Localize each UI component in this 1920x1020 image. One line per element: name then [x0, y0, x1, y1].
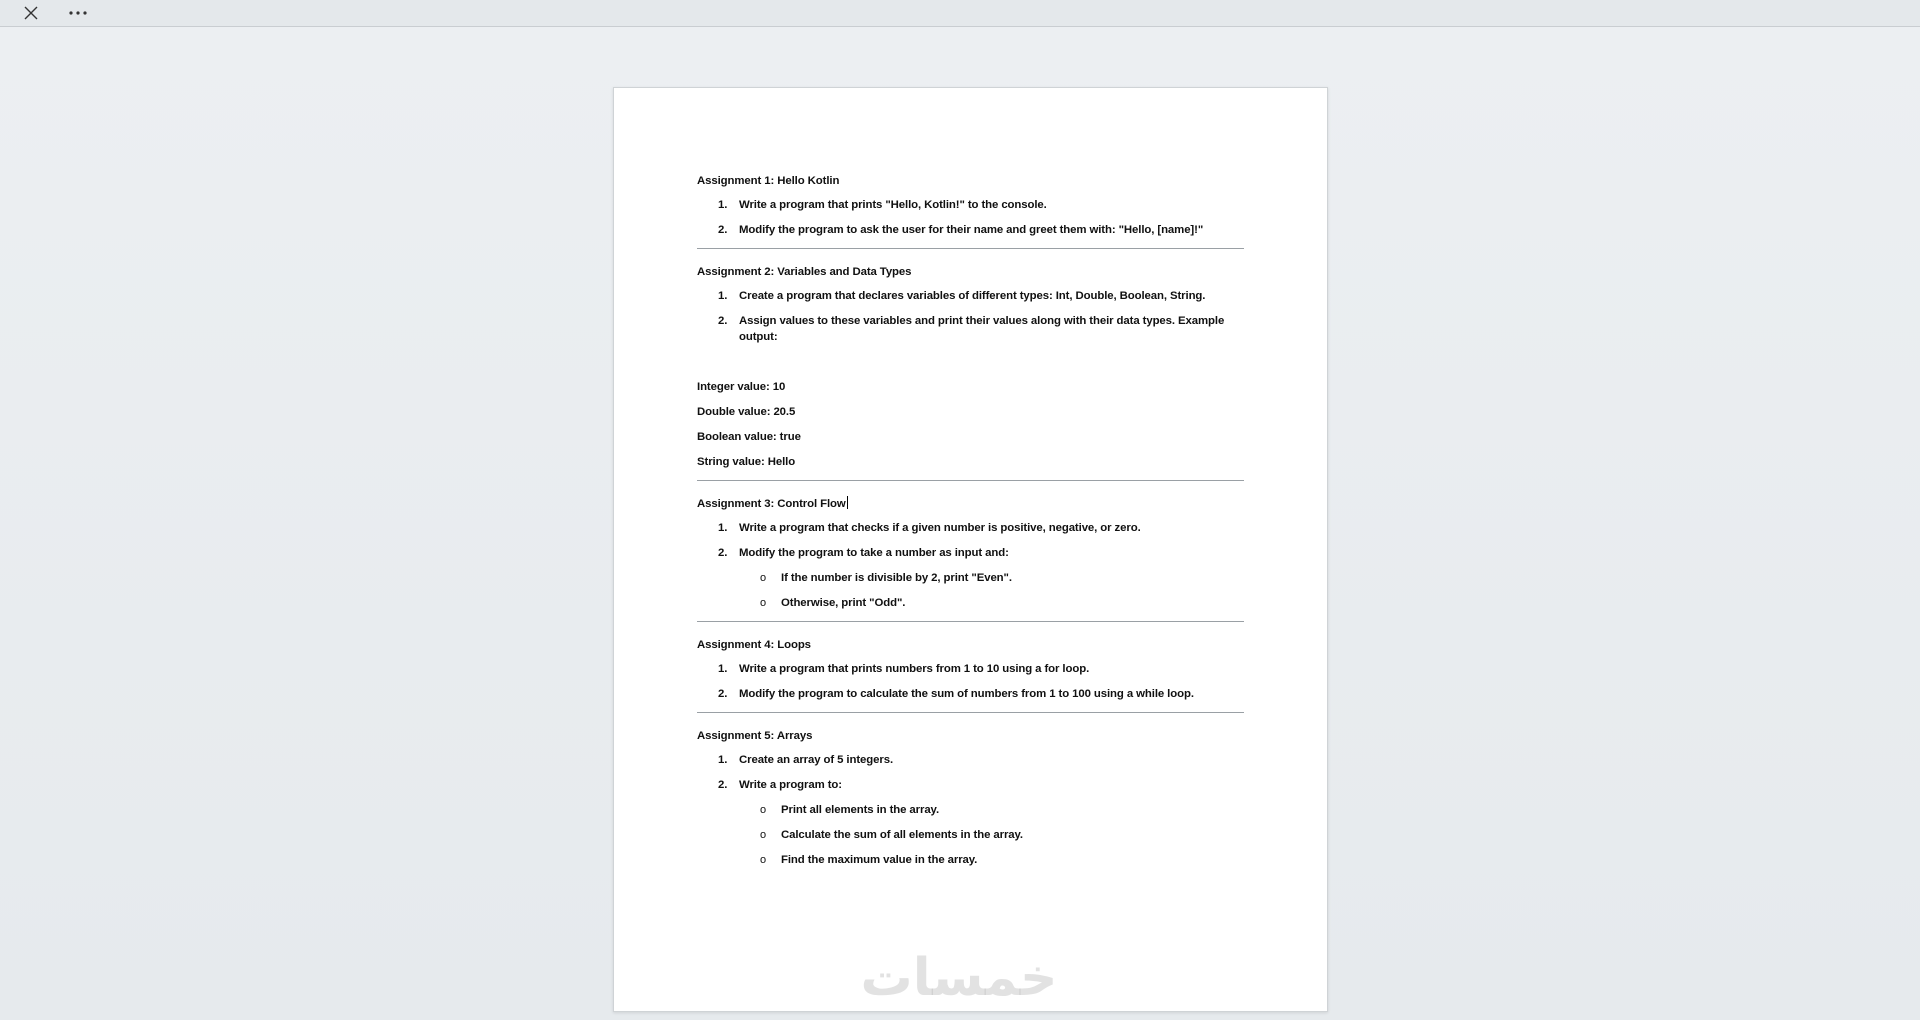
more-options-button[interactable] — [58, 0, 98, 26]
horizontal-divider — [697, 480, 1244, 481]
assignment-3-title-text: Assignment 3: Control Flow — [697, 498, 846, 510]
list-item — [697, 545, 1244, 561]
assignment-3-title — [697, 495, 1244, 513]
assignment-1-title: Assignment 1: Hello Kotlin — [697, 175, 840, 187]
document-content — [697, 172, 1244, 877]
list-item — [697, 686, 1244, 702]
list-item — [697, 197, 1244, 213]
list-item-text: Write a program that checks if a given number is positive, negative, or zero. — [739, 522, 1141, 534]
list-item — [697, 661, 1244, 677]
list-number: 2. — [718, 779, 728, 791]
list-item — [697, 222, 1244, 238]
list-number: 2. — [718, 688, 728, 700]
sub-list-item-text: Find the maximum value in the array. — [781, 854, 978, 866]
sub-list-item — [697, 802, 1244, 818]
list-item-text: Create an array of 5 integers. — [739, 754, 894, 766]
list-number: 2. — [718, 547, 728, 559]
horizontal-divider — [697, 712, 1244, 713]
more-options-icon — [68, 10, 88, 16]
circle-bullet-icon: o — [760, 804, 767, 816]
example-output-line: Integer value: 10 — [697, 381, 786, 393]
watermark-logo: خمسات — [860, 948, 1058, 1008]
list-number: 1. — [718, 754, 728, 766]
list-item-text: Create a program that declares variables of different types: Int, Double, Boolean, String. — [739, 290, 1206, 302]
list-item — [697, 520, 1244, 536]
sub-list-item — [697, 595, 1244, 611]
list-item-text: Modify the program to calculate the sum of numbers from 1 to 100 using a while loop. — [739, 688, 1194, 700]
list-number: 2. — [718, 315, 728, 327]
assignment-2-title: Assignment 2: Variables and Data Types — [697, 266, 912, 278]
sub-list-item-text: Otherwise, print "Odd". — [781, 597, 906, 609]
list-item-text: Modify the program to take a number as input and: — [739, 547, 1009, 559]
sub-list-item — [697, 827, 1244, 843]
document-page[interactable] — [613, 87, 1328, 1012]
assignment-4-title: Assignment 4: Loops — [697, 639, 811, 651]
horizontal-divider — [697, 621, 1244, 622]
sub-list-item-text: Calculate the sum of all elements in the array. — [781, 829, 1023, 841]
list-item — [697, 752, 1244, 768]
close-icon — [24, 6, 38, 20]
list-item-text: Write a program that prints numbers from 1 to 10 using a for loop. — [739, 663, 1090, 675]
sub-list-item — [697, 570, 1244, 586]
list-number: 2. — [718, 224, 728, 236]
example-output-line: Boolean value: true — [697, 431, 801, 443]
circle-bullet-icon: o — [760, 572, 767, 584]
document-viewer[interactable] — [0, 27, 1920, 1020]
sub-list-item-text: If the number is divisible by 2, print "Even". — [781, 572, 1012, 584]
top-toolbar — [0, 0, 1920, 27]
text-cursor — [847, 496, 848, 509]
example-output-line: Double value: 20.5 — [697, 406, 796, 418]
sub-list-item — [697, 852, 1244, 868]
list-item-text: Write a program that prints "Hello, Kotlin!" to the console. — [739, 199, 1047, 211]
assignment-5-title: Assignment 5: Arrays — [697, 730, 813, 742]
list-item-text: Modify the program to ask the user for their name and greet them with: "Hello, [name]!" — [739, 224, 1204, 236]
list-number: 1. — [718, 290, 728, 302]
list-item — [697, 288, 1244, 304]
sub-list-item-text: Print all elements in the array. — [781, 804, 940, 816]
circle-bullet-icon: o — [760, 829, 767, 841]
close-button[interactable] — [11, 0, 51, 26]
list-item — [697, 777, 1244, 793]
blank-line — [697, 354, 1244, 379]
list-item-text: Assign values to these variables and print their values along with their data types. Example output: — [739, 315, 1225, 343]
list-item-text: Write a program to: — [739, 779, 842, 791]
list-number: 1. — [718, 663, 728, 675]
circle-bullet-icon: o — [760, 597, 767, 609]
list-number: 1. — [718, 522, 728, 534]
list-number: 1. — [718, 199, 728, 211]
list-item — [697, 313, 1244, 345]
circle-bullet-icon: o — [760, 854, 767, 866]
horizontal-divider — [697, 248, 1244, 249]
example-output-line: String value: Hello — [697, 456, 796, 468]
